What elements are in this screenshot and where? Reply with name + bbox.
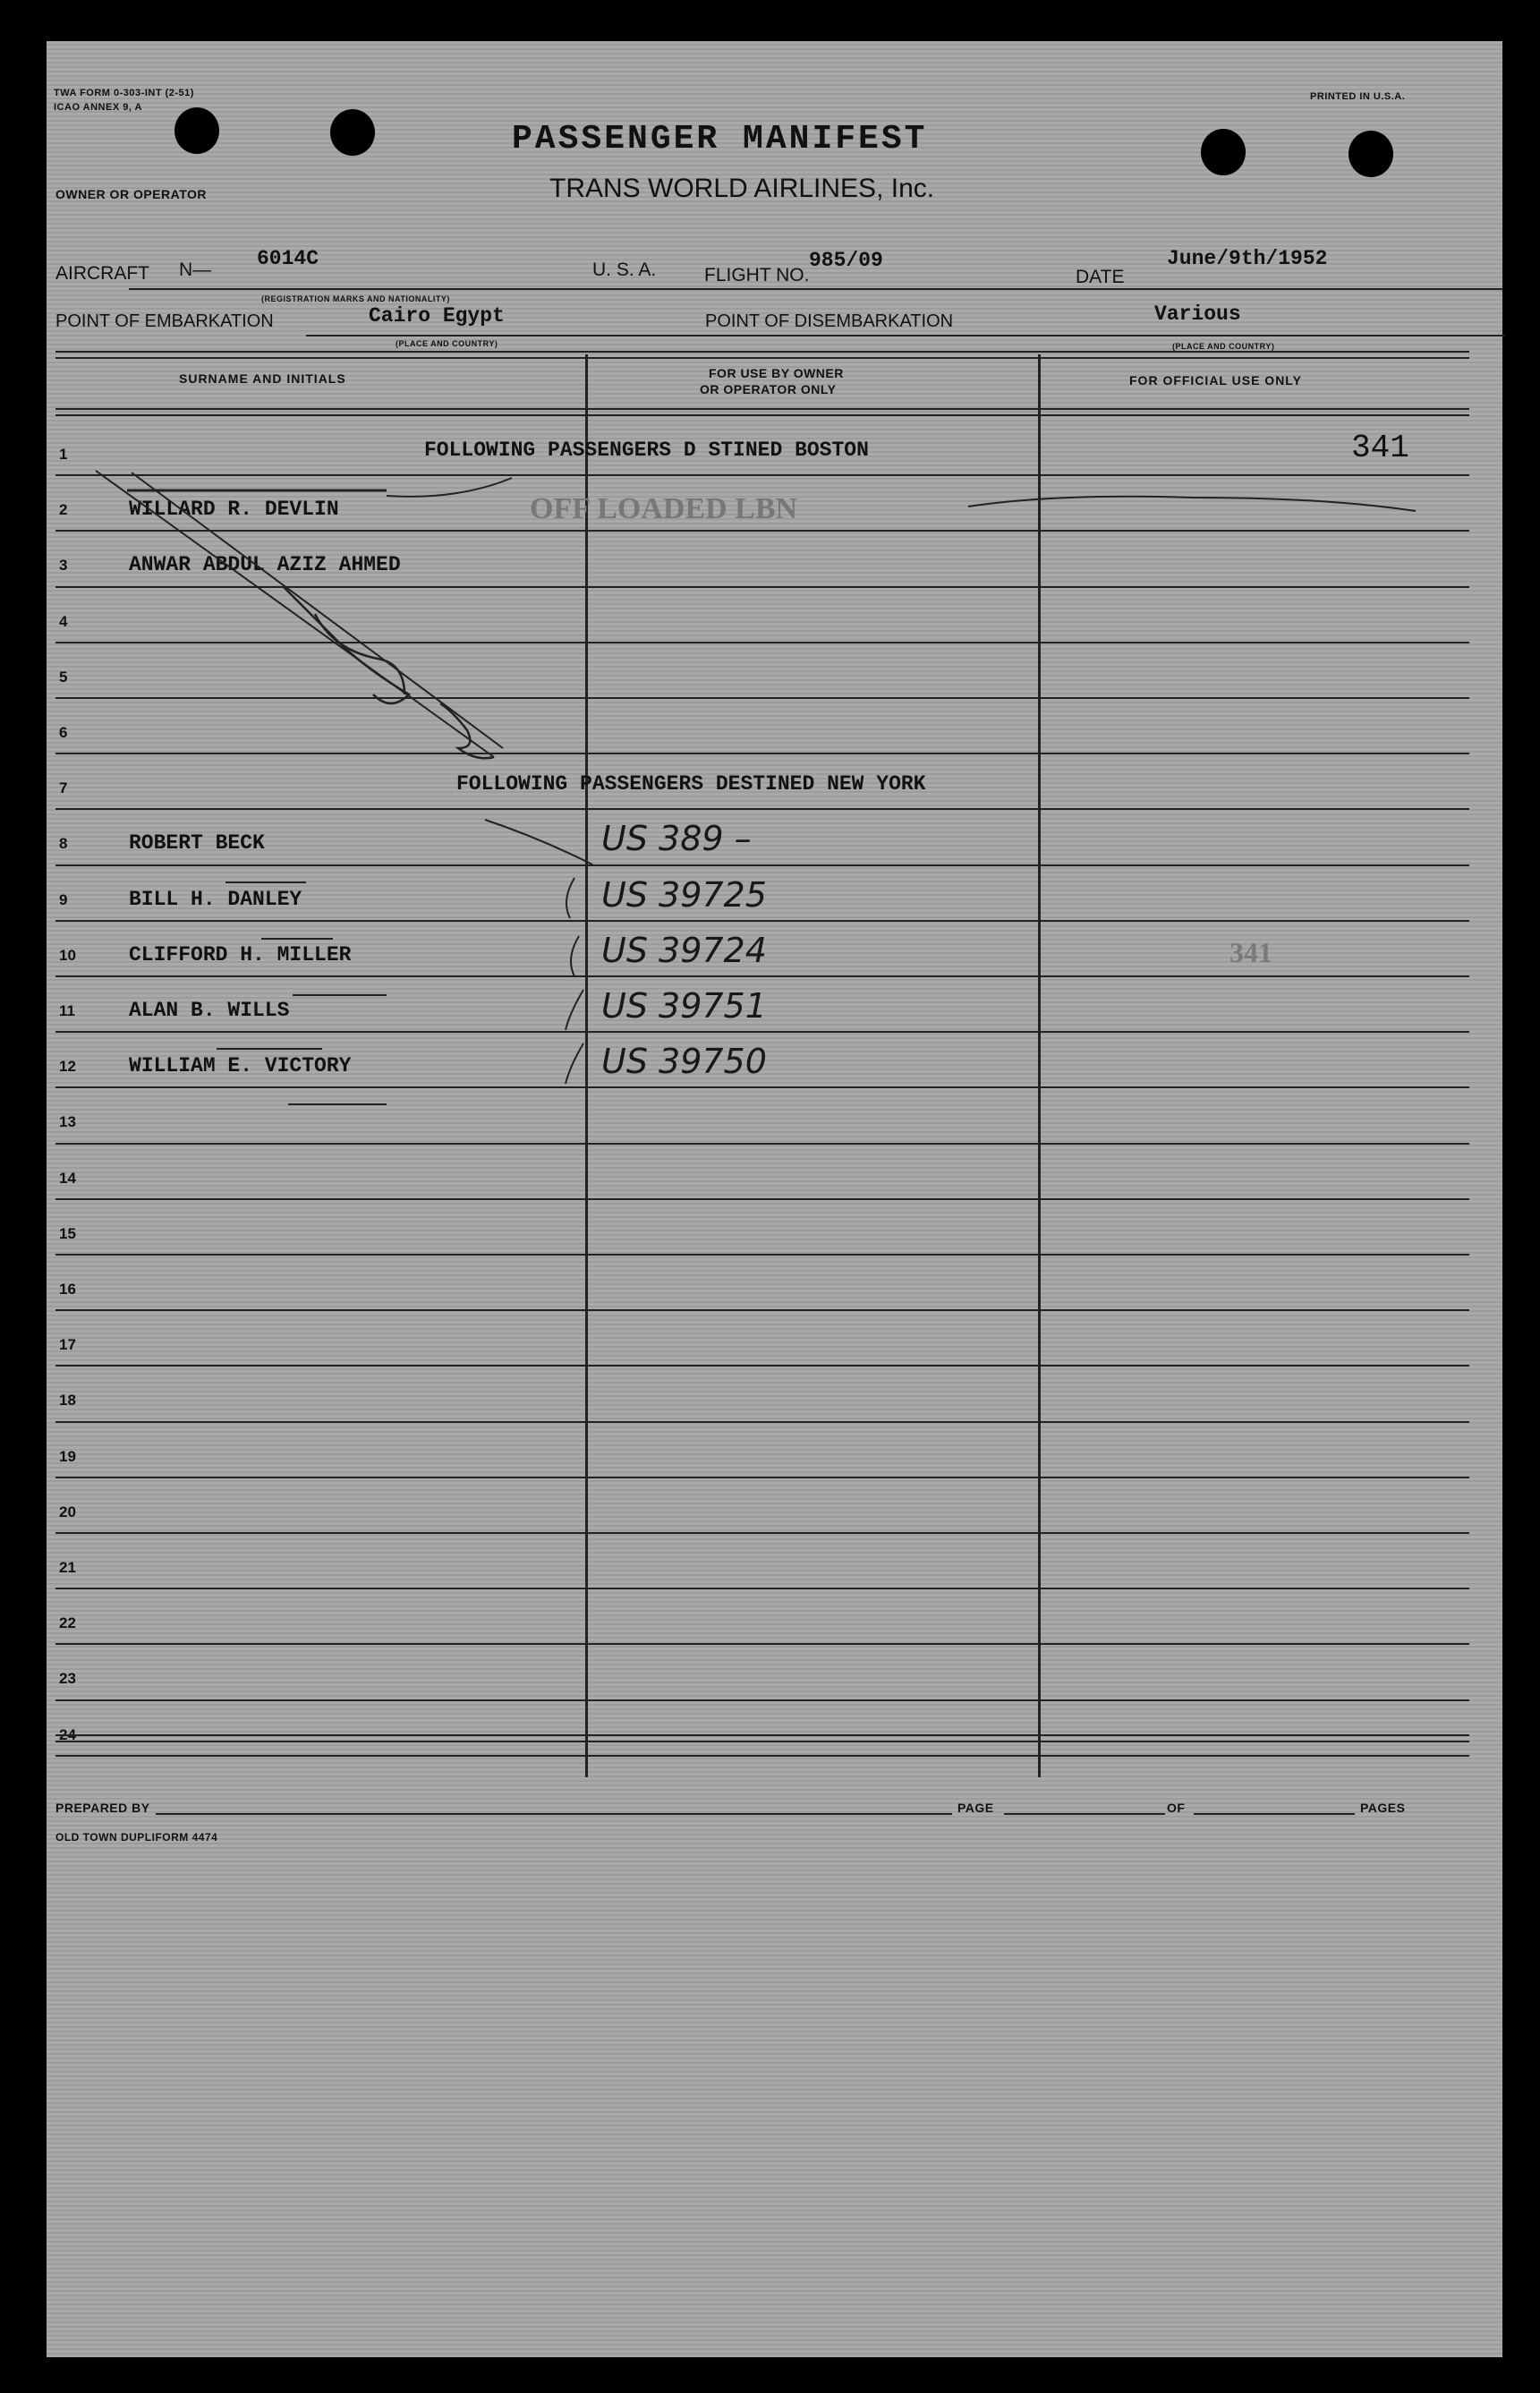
registration-caption: (REGISTRATION MARKS AND NATIONALITY) xyxy=(261,294,450,303)
passenger-name: CLIFFORD H. MILLER xyxy=(129,942,352,967)
offloaded-stamp: OFF LOADED LBN xyxy=(530,492,798,526)
row-number: 12 xyxy=(59,1058,76,1076)
manifest-sheet xyxy=(47,41,1502,2357)
disembarkation-label: POINT OF DISEMBARKATION xyxy=(705,311,954,331)
date-value: June/9th/1952 xyxy=(1167,247,1328,270)
row-number: 9 xyxy=(59,890,68,908)
destination-note: FOLLOWING PASSENGERS D STINED BOSTON xyxy=(424,439,869,462)
row-number: 10 xyxy=(59,946,76,964)
aircraft-prefix: N— xyxy=(179,260,212,280)
row-number: 2 xyxy=(59,501,68,519)
passenger-name: ANWAR ABDUL AZIZ AHMED xyxy=(129,553,401,577)
passenger-name: ALAN B. WILLS xyxy=(129,999,290,1022)
flight-label: FLIGHT NO. xyxy=(704,265,810,285)
usa-label: U. S. A. xyxy=(592,260,657,280)
row-number: 4 xyxy=(59,612,68,630)
handwritten-id: US 39751 xyxy=(601,986,767,1026)
page-label: PAGE xyxy=(957,1801,994,1815)
col-surname-header: SURNAME AND INITIALS xyxy=(179,371,346,386)
passenger-name: WILLIAM E. VICTORY xyxy=(129,1054,352,1078)
form-number: TWA FORM 0-303-INT (2-51) xyxy=(54,88,194,98)
passenger-name: ROBERT BECK xyxy=(129,831,265,856)
row-number: 16 xyxy=(59,1281,76,1298)
row-number: 14 xyxy=(59,1169,76,1187)
row-number: 7 xyxy=(59,779,68,797)
date-label: DATE xyxy=(1076,267,1125,287)
passenger-name: WILLARD R. DEVLIN xyxy=(129,498,339,522)
row-number: 5 xyxy=(59,668,68,686)
col-owner-header-1: FOR USE BY OWNER xyxy=(709,366,844,380)
flight-value: 985/09 xyxy=(809,249,883,272)
prepared-by-label: PREPARED BY xyxy=(55,1801,150,1815)
handwritten-id: US 39725 xyxy=(601,874,767,915)
col-official-header: FOR OFFICIAL USE ONLY xyxy=(1129,373,1302,387)
handwritten-id: US 39724 xyxy=(601,930,767,970)
row-number: 24 xyxy=(59,1725,76,1743)
row-number: 18 xyxy=(59,1392,76,1409)
embarkation-value: Cairo Egypt xyxy=(369,304,505,328)
destination-note: FOLLOWING PASSENGERS DESTINED NEW YORK xyxy=(456,772,926,796)
row-number: 15 xyxy=(59,1224,76,1242)
col-owner-header-2: OR OPERATOR ONLY xyxy=(700,382,837,396)
aircraft-label: AIRCRAFT xyxy=(55,263,149,284)
row-number: 20 xyxy=(59,1503,76,1520)
embarkation-caption: (PLACE AND COUNTRY) xyxy=(396,339,498,348)
row-number: 3 xyxy=(59,557,68,575)
aircraft-value: 6014C xyxy=(257,247,319,270)
duplicator-label: OLD TOWN DUPLIFORM 4474 xyxy=(55,1831,218,1844)
row-number: 17 xyxy=(59,1336,76,1354)
row-number: 19 xyxy=(59,1447,76,1465)
handwritten-id: US 389 – xyxy=(601,819,752,859)
official-number: 341 xyxy=(1351,430,1409,466)
airline-name: TRANS WORLD AIRLINES, Inc. xyxy=(549,174,935,203)
row-number: 1 xyxy=(59,446,68,463)
disembarkation-value: Various xyxy=(1154,302,1241,326)
row-number: 21 xyxy=(59,1559,76,1576)
disembarkation-caption: (PLACE AND COUNTRY) xyxy=(1172,342,1275,351)
row-number: 11 xyxy=(59,1002,75,1019)
passenger-name: BILL H. DANLEY xyxy=(129,887,302,911)
official-number: 341 xyxy=(1229,935,1272,968)
embarkation-label: POINT OF EMBARKATION xyxy=(55,311,274,331)
handwritten-id: US 39750 xyxy=(601,1042,767,1082)
row-number: 23 xyxy=(59,1670,76,1688)
pages-label: PAGES xyxy=(1360,1801,1406,1815)
row-number: 6 xyxy=(59,724,68,741)
printed-in: PRINTED IN U.S.A. xyxy=(1310,91,1406,102)
icao-annex: ICAO ANNEX 9, A xyxy=(54,102,142,113)
page-title: PASSENGER MANIFEST xyxy=(512,120,928,158)
row-number: 8 xyxy=(59,835,68,853)
of-label: OF xyxy=(1167,1801,1186,1815)
owner-label: OWNER OR OPERATOR xyxy=(55,187,207,201)
row-number: 13 xyxy=(59,1113,76,1131)
handwritten-marks xyxy=(47,41,1502,2357)
row-number: 22 xyxy=(59,1614,76,1632)
